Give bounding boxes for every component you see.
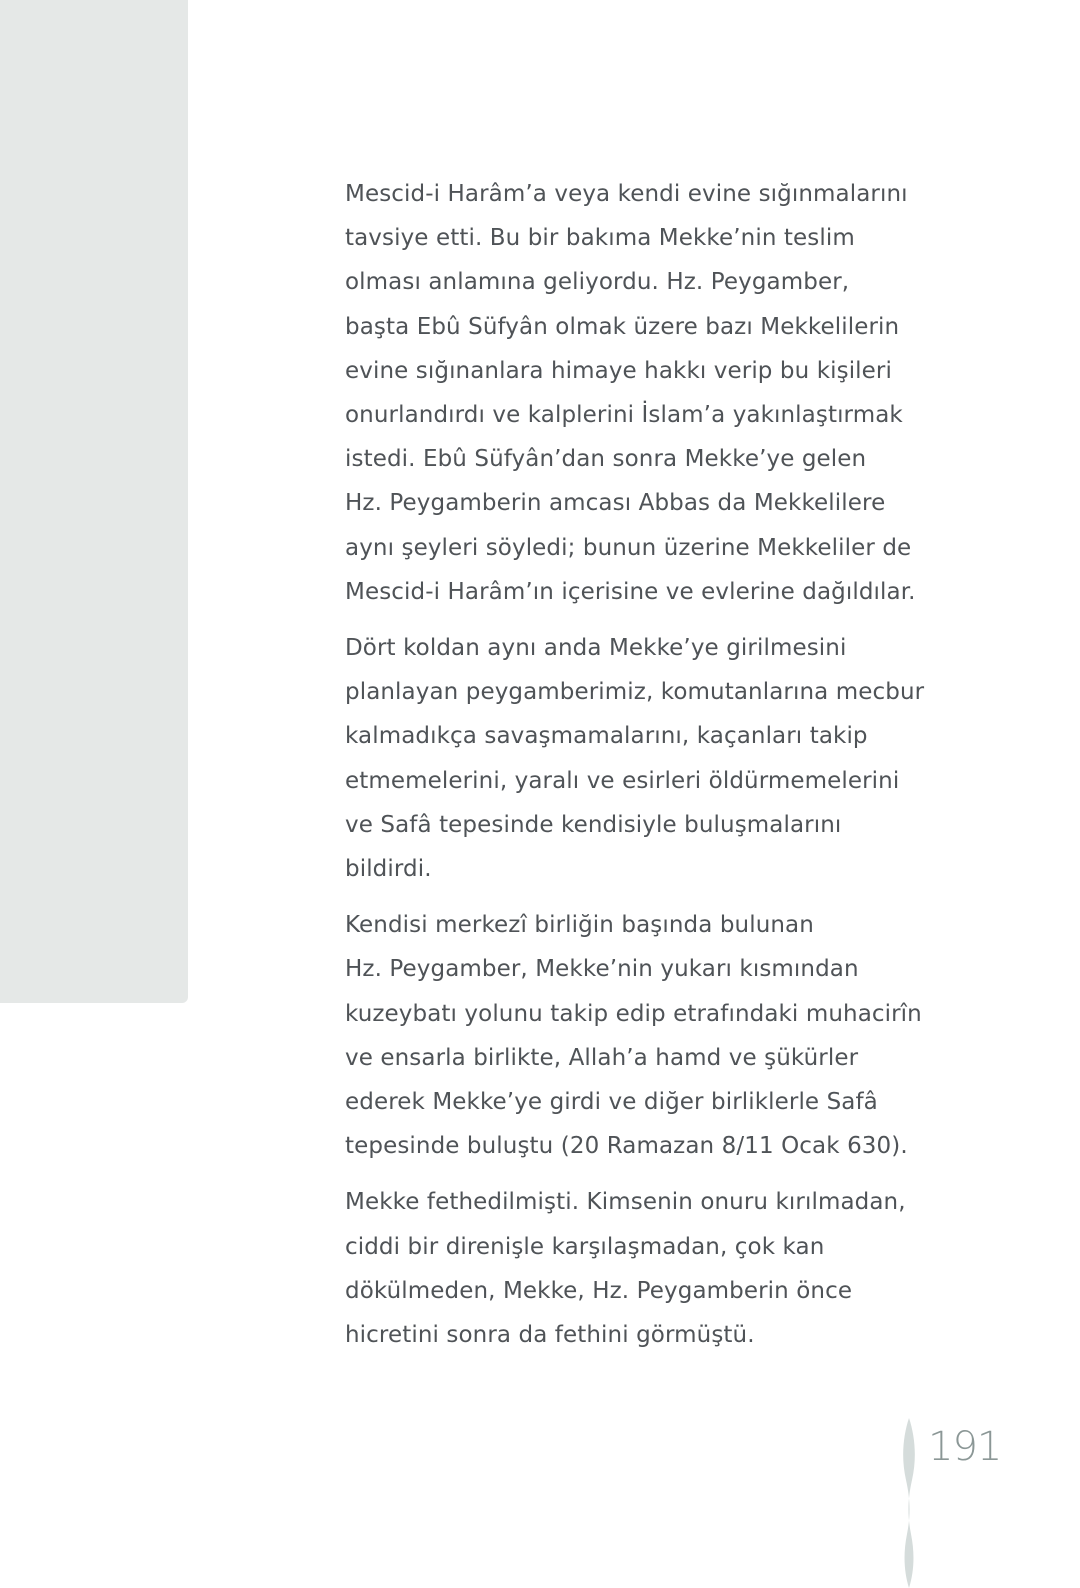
text-line: hicretini sonra da fethini görmüştü.: [345, 1322, 755, 1349]
text-line: evine sığınanlara himaye hakkı verip bu kişileri: [345, 357, 892, 384]
text-line: ve Safâ tepesinde kendisiyle buluşmalarını: [345, 811, 842, 838]
text-line: Mekke fethedilmişti. Kimsenin onuru kırılmadan,: [345, 1189, 906, 1216]
text-line: olması anlamına geliyordu. Hz. Peygamber,: [345, 269, 850, 296]
text-line: Hz. Peygamberin amcası Abbas da Mekkelilere: [345, 490, 886, 517]
text-line: ve ensarla birlikte, Allah’a hamd ve şükürler: [345, 1044, 859, 1071]
text-line: planlayan peygamberimiz, komutanlarına mecbur: [345, 679, 925, 706]
text-line: kalmadıkça savaşmamalarını, kaçanları takip: [345, 723, 868, 750]
text-line: tavsiye etti. Bu bir bakıma Mekke’nin teslim: [345, 225, 855, 252]
paragraph: [345, 1180, 905, 1357]
page-number: 191: [928, 1424, 1002, 1470]
text-line: kuzeybatı yolunu takip edip etrafındaki muhacirîn: [345, 1000, 922, 1027]
paragraph: [345, 626, 925, 891]
text-line: onurlandırdı ve kalplerini İslam’a yakınlaştırmak: [345, 402, 903, 429]
text-line: Dört koldan aynı anda Mekke’ye girilmesini: [345, 635, 847, 662]
text-line: Mescid-i Harâm’a veya kendi evine sığınmalarını: [345, 181, 908, 207]
paragraph: [345, 903, 922, 1168]
text-line: başta Ebû Süfyân olmak üzere bazı Mekkelilerin: [345, 313, 900, 340]
text-line: Hz. Peygamber, Mekke’nin yukarı kısmından: [345, 956, 859, 983]
text-line: ederek Mekke’ye girdi ve diğer birliklerle Safâ: [345, 1089, 878, 1116]
body-text: [345, 172, 925, 1369]
text-line: dökülmeden, Mekke, Hz. Peygamberin önce: [345, 1277, 853, 1304]
text-line: tepesinde buluştu (20 Ramazan 8/11 Ocak 630).: [345, 1133, 908, 1160]
side-panel: [0, 0, 188, 1003]
paragraph: [345, 172, 916, 614]
text-line: istedi. Ebû Süfyân’dan sonra Mekke’ye gelen: [345, 446, 867, 473]
text-line: etmemelerini, yaralı ve esirleri öldürmemelerini: [345, 767, 900, 794]
text-line: aynı şeyleri söyledi; bunun üzerine Mekkeliler de: [345, 534, 912, 561]
text-line: bildirdi.: [345, 856, 432, 883]
text-line: Kendisi merkezî birliğin başında bulunan: [345, 912, 814, 939]
text-line: ciddi bir direnişle karşılaşmadan, çok kan: [345, 1233, 825, 1260]
text-line: Mescid-i Harâm’ın içerisine ve evlerine dağıldılar.: [345, 578, 916, 605]
page-ornament-icon: [898, 1418, 920, 1588]
